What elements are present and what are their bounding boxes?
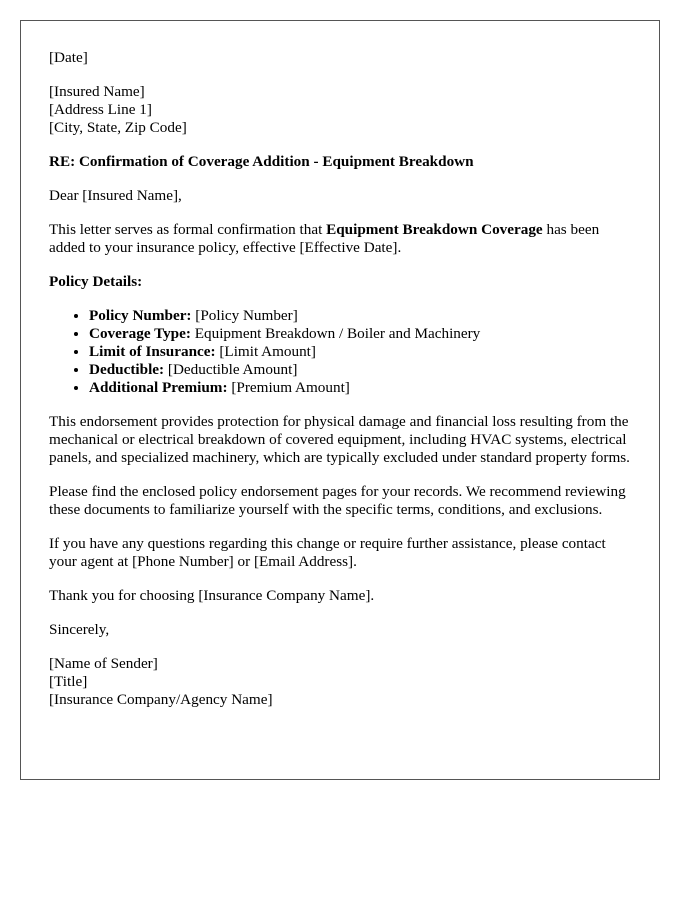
letter-page bbox=[20, 20, 660, 780]
recipient-city-state-zip: [City, State, Zip Code] bbox=[49, 119, 187, 136]
policy-detail-item bbox=[89, 361, 631, 379]
letter-date: [Date] bbox=[49, 49, 88, 66]
policy-details-list bbox=[49, 307, 631, 397]
intro-paragraph bbox=[49, 221, 631, 257]
limit-of-insurance-label: Limit of Insurance: bbox=[89, 343, 216, 360]
thank-you-line: Thank you for choosing [Insurance Company Name]. bbox=[49, 587, 375, 604]
deductible-label: Deductible: bbox=[89, 361, 165, 378]
sender-name: [Name of Sender] bbox=[49, 655, 158, 672]
salutation: Dear [Insured Name], bbox=[49, 187, 182, 204]
recipient-name: [Insured Name] bbox=[49, 83, 145, 100]
endorsement-paragraph: This endorsement provides protection for physical damage and financial loss resulting from the mechanical or electrical breakdown of covered equipment, including HVAC systems, electrical panels, and specialized machinery, which are typically excluded under standard property forms. bbox=[49, 413, 630, 466]
sender-company: [Insurance Company/Agency Name] bbox=[49, 691, 273, 708]
intro-text-before: This letter serves as formal confirmation that bbox=[49, 221, 327, 238]
policy-detail-item bbox=[89, 379, 631, 397]
policy-detail-item bbox=[89, 307, 631, 325]
deductible-value: [Deductible Amount] bbox=[167, 361, 298, 378]
letter-subject: RE: Confirmation of Coverage Addition - Equipment Breakdown bbox=[49, 153, 474, 170]
questions-paragraph: If you have any questions regarding this change or require further assistance, please contact your agent at [Phone Number] or [Email Address]. bbox=[49, 535, 606, 570]
policy-number-label: Policy Number: bbox=[89, 307, 192, 324]
recipient-address-block bbox=[49, 83, 631, 137]
policy-details-heading: Policy Details: bbox=[49, 273, 143, 290]
coverage-type-label: Coverage Type: bbox=[89, 325, 191, 342]
recipient-address-line-1: [Address Line 1] bbox=[49, 101, 152, 118]
policy-detail-item bbox=[89, 343, 631, 361]
coverage-type-value: Equipment Breakdown / Boiler and Machinery bbox=[194, 325, 481, 342]
closing-line: Sincerely, bbox=[49, 621, 110, 638]
additional-premium-value: [Premium Amount] bbox=[231, 379, 350, 396]
limit-of-insurance-value: [Limit Amount] bbox=[219, 343, 316, 360]
policy-number-value: [Policy Number] bbox=[195, 307, 298, 324]
intro-coverage-emphasis: Equipment Breakdown Coverage bbox=[326, 221, 543, 238]
enclosed-pages-paragraph: Please find the enclosed policy endorsement pages for your records. We recommend reviewing these documents to familiarize yourself with the specific terms, conditions, and exclusions. bbox=[49, 483, 626, 518]
policy-detail-item bbox=[89, 325, 631, 343]
intro-text-after: has been added to your insurance policy, effective [Effective Date]. bbox=[49, 221, 600, 256]
signature-block bbox=[49, 655, 631, 709]
sender-title: [Title] bbox=[49, 673, 88, 690]
additional-premium-label: Additional Premium: bbox=[89, 379, 228, 396]
